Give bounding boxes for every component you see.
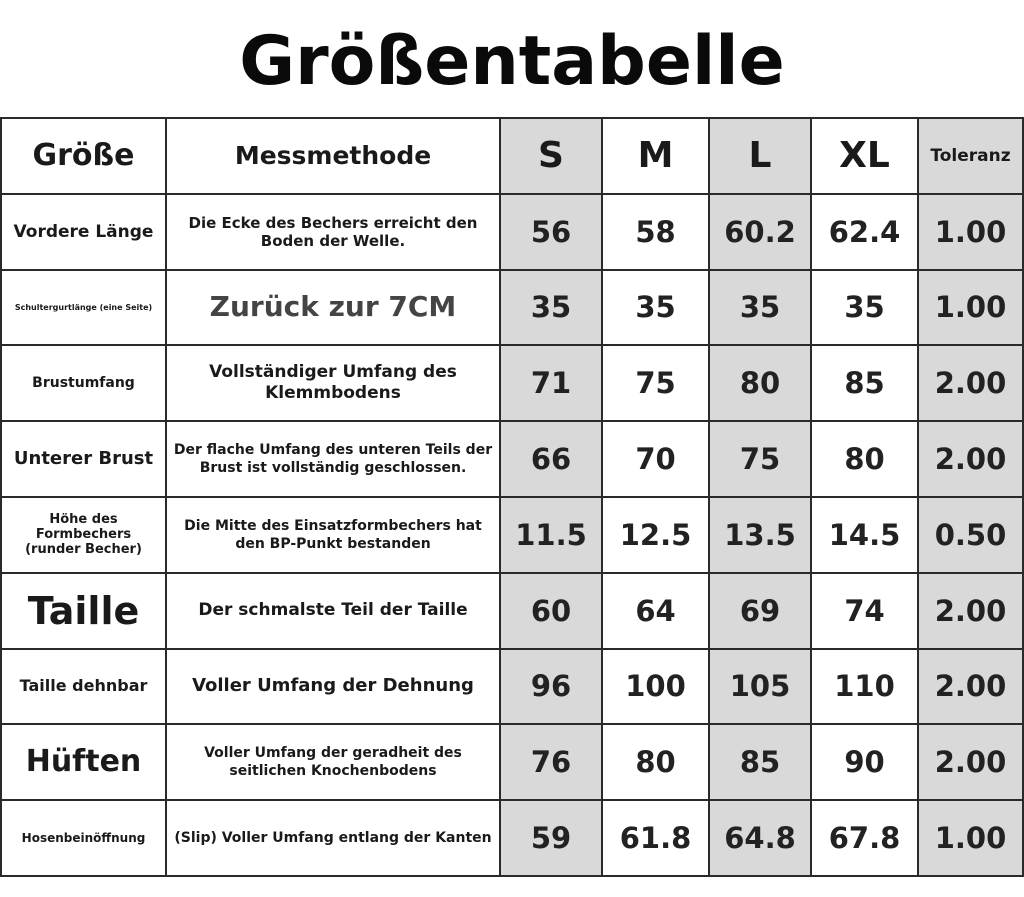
table-row — [1, 573, 1023, 649]
value-m: 80 — [602, 724, 709, 800]
value-tolerance: 0.50 — [918, 497, 1023, 573]
value-m: 64 — [602, 573, 709, 649]
value-s: 11.5 — [500, 497, 602, 573]
value-tolerance: 2.00 — [918, 345, 1023, 421]
header-tolerance: Toleranz — [918, 118, 1023, 194]
value-l: 13.5 — [709, 497, 811, 573]
value-s: 96 — [500, 649, 602, 725]
value-s: 71 — [500, 345, 602, 421]
value-xl: 35 — [811, 270, 918, 346]
row-label: Brustumfang — [1, 345, 166, 421]
value-m: 75 — [602, 345, 709, 421]
value-xl: 14.5 — [811, 497, 918, 573]
table-row — [1, 497, 1023, 573]
size-chart-table — [0, 117, 1024, 877]
header-l: L — [709, 118, 811, 194]
value-xl: 85 — [811, 345, 918, 421]
value-m: 70 — [602, 421, 709, 497]
row-label: Schultergurtlänge (eine Seite) — [1, 270, 166, 346]
row-method: (Slip) Voller Umfang entlang der Kanten — [166, 800, 500, 876]
value-m: 12.5 — [602, 497, 709, 573]
value-tolerance: 2.00 — [918, 724, 1023, 800]
value-xl: 74 — [811, 573, 918, 649]
value-tolerance: 1.00 — [918, 270, 1023, 346]
value-tolerance: 1.00 — [918, 800, 1023, 876]
value-tolerance: 2.00 — [918, 421, 1023, 497]
header-s: S — [500, 118, 602, 194]
value-l: 64.8 — [709, 800, 811, 876]
value-m: 58 — [602, 194, 709, 270]
row-method: Vollständiger Umfang des Klemmbodens — [166, 345, 500, 421]
value-m: 100 — [602, 649, 709, 725]
row-method: Voller Umfang der Dehnung — [166, 649, 500, 725]
row-method: Zurück zur 7CM — [166, 270, 500, 346]
value-xl: 80 — [811, 421, 918, 497]
header-xl: XL — [811, 118, 918, 194]
row-method: Der flache Umfang des unteren Teils der Brust ist vollständig geschlossen. — [166, 421, 500, 497]
table-row — [1, 649, 1023, 725]
value-m: 61.8 — [602, 800, 709, 876]
value-s: 56 — [500, 194, 602, 270]
value-xl: 110 — [811, 649, 918, 725]
header-size: Größe — [1, 118, 166, 194]
value-s: 35 — [500, 270, 602, 346]
page-title: Größentabelle — [239, 22, 785, 101]
table-row — [1, 194, 1023, 270]
row-label: Hosenbeinöffnung — [1, 800, 166, 876]
value-l: 75 — [709, 421, 811, 497]
value-l: 80 — [709, 345, 811, 421]
value-xl: 90 — [811, 724, 918, 800]
row-method: Voller Umfang der geradheit des seitlichen Knochenbodens — [166, 724, 500, 800]
table-row — [1, 345, 1023, 421]
table-row — [1, 421, 1023, 497]
row-label: Vordere Länge — [1, 194, 166, 270]
value-l: 35 — [709, 270, 811, 346]
value-tolerance: 2.00 — [918, 573, 1023, 649]
value-tolerance: 2.00 — [918, 649, 1023, 725]
header-row — [1, 118, 1023, 194]
value-l: 85 — [709, 724, 811, 800]
table-row — [1, 800, 1023, 876]
row-label: Hüften — [1, 724, 166, 800]
value-s: 60 — [500, 573, 602, 649]
value-xl: 67.8 — [811, 800, 918, 876]
row-method: Der schmalste Teil der Taille — [166, 573, 500, 649]
row-method: Die Mitte des Einsatzformbechers hat den BP-Punkt bestanden — [166, 497, 500, 573]
row-label: Taille — [1, 573, 166, 649]
value-s: 59 — [500, 800, 602, 876]
value-l: 69 — [709, 573, 811, 649]
value-tolerance: 1.00 — [918, 194, 1023, 270]
row-label: Unterer Brust — [1, 421, 166, 497]
table-row — [1, 270, 1023, 346]
value-m: 35 — [602, 270, 709, 346]
row-label: Höhe des Formbechers (runder Becher) — [1, 497, 166, 573]
value-l: 60.2 — [709, 194, 811, 270]
row-method: Die Ecke des Bechers erreicht den Boden der Welle. — [166, 194, 500, 270]
header-method: Messmethode — [166, 118, 500, 194]
header-m: M — [602, 118, 709, 194]
table-row — [1, 724, 1023, 800]
value-l: 105 — [709, 649, 811, 725]
row-label: Taille dehnbar — [1, 649, 166, 725]
value-s: 76 — [500, 724, 602, 800]
value-s: 66 — [500, 421, 602, 497]
value-xl: 62.4 — [811, 194, 918, 270]
